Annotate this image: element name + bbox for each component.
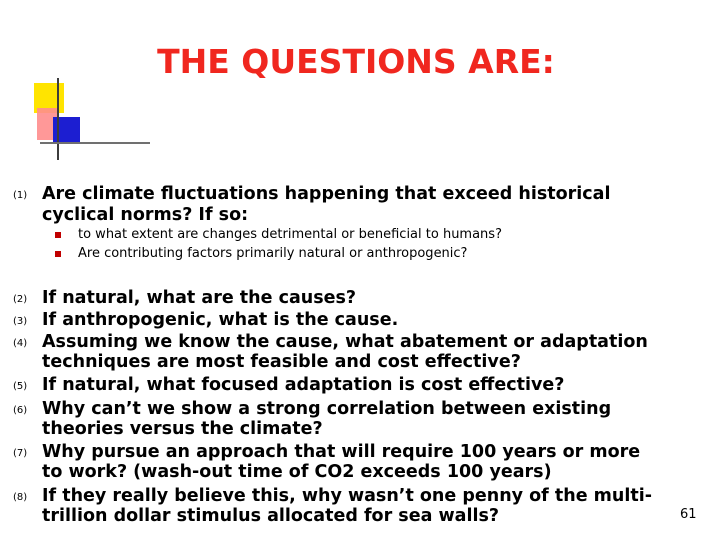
question-number: (4) xyxy=(13,338,28,349)
question-number: (5) xyxy=(13,381,28,392)
square-bullet-icon xyxy=(55,251,61,257)
question-text-line: Assuming we know the cause, what abatement or adaptation xyxy=(42,332,648,352)
slide-title: THE QUESTIONS ARE: xyxy=(157,42,555,81)
question-number: (3) xyxy=(13,316,28,327)
sub-bullet-text: to what extent are changes detrimental or beneficial to humans? xyxy=(78,227,502,242)
question-text-line: to work? (wash-out time of CO2 exceeds 100 years) xyxy=(42,462,552,482)
question-text-line: Why can’t we show a strong correlation between existing xyxy=(42,399,612,419)
question-text-line: Why pursue an approach that will require 100 years or more xyxy=(42,442,641,462)
question-text-line: If natural, what are the causes? xyxy=(42,288,357,308)
page-number: 61 xyxy=(680,507,697,522)
question-text-line: trillion dollar stimulus allocated for sea walls? xyxy=(42,506,500,526)
question-text-line: techniques are most feasible and cost effective? xyxy=(42,352,521,372)
question-text-line: Are climate fluctuations happening that exceed historical xyxy=(42,184,611,204)
question-number: (2) xyxy=(13,294,28,305)
question-number: (7) xyxy=(13,448,28,459)
question-text-line: If natural, what focused adaptation is cost effective? xyxy=(42,375,565,395)
question-number: (8) xyxy=(13,492,28,503)
horizontal-line xyxy=(40,142,150,144)
question-number: (6) xyxy=(13,405,28,416)
question-text-line: If anthropogenic, what is the cause. xyxy=(42,310,399,330)
square-bullet-icon xyxy=(55,232,61,238)
vertical-line xyxy=(57,78,59,160)
question-text-line: cyclical norms? If so: xyxy=(42,205,249,225)
question-text-line: If they really believe this, why wasn’t one penny of the multi- xyxy=(42,486,652,506)
question-text-line: theories versus the climate? xyxy=(42,419,323,439)
sub-bullet-text: Are contributing factors primarily natural or anthropogenic? xyxy=(78,246,468,261)
decorative-graphic xyxy=(30,78,150,163)
question-number: (1) xyxy=(13,190,28,201)
